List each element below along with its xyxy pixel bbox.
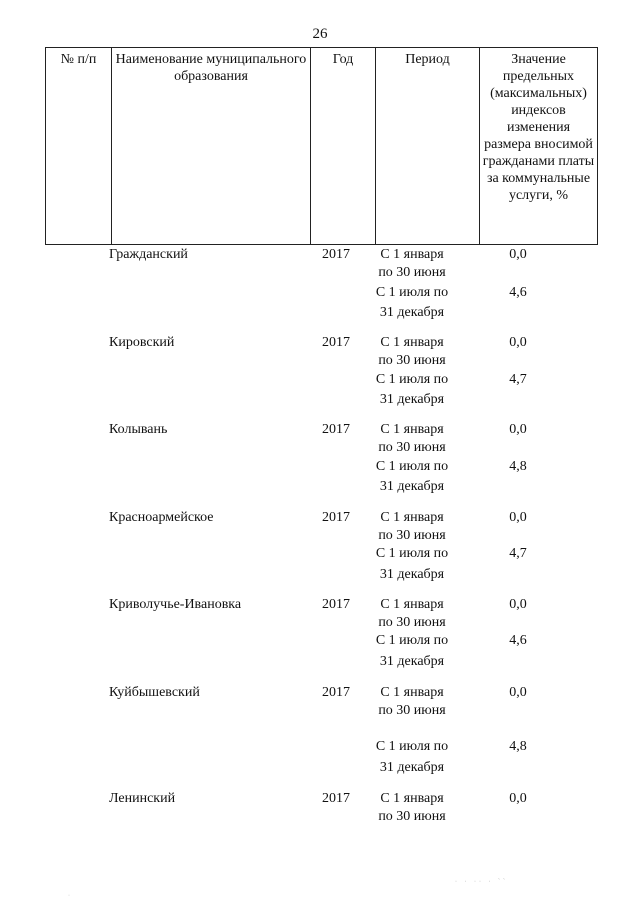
index-value: 0,0: [509, 510, 527, 525]
period-first-line-2: по 30 июня: [378, 615, 446, 630]
index-value: 4,8: [509, 459, 527, 474]
year-cell: 2017: [322, 422, 350, 437]
period-second-line-2: 31 декабря: [379, 392, 445, 407]
period-first-line: С 1 января: [380, 597, 444, 612]
period-second-line: С 1 июля по: [375, 739, 449, 754]
header-year: Год: [311, 48, 376, 245]
scan-artifact: · · ·· · ``: [455, 879, 508, 885]
page-number: 26: [312, 26, 328, 42]
municipality-name: Гражданский: [109, 247, 188, 262]
period-first-line-2: по 30 июня: [378, 265, 446, 280]
year-cell: 2017: [322, 247, 350, 262]
period-first-line: С 1 января: [380, 247, 444, 262]
header-municipality: Наименование муниципального образования: [112, 48, 311, 245]
table-header: [45, 47, 598, 245]
year-cell: 2017: [322, 510, 350, 525]
period-first-line-2: по 30 июня: [378, 809, 446, 824]
year-cell: 2017: [322, 791, 350, 806]
header-period: Период: [376, 48, 480, 245]
index-value: 0,0: [509, 685, 527, 700]
period-second-line: С 1 июля по: [375, 546, 449, 561]
period-second-line-2: 31 декабря: [379, 567, 445, 582]
period-first-line: С 1 января: [380, 510, 444, 525]
period-second-line-2: 31 декабря: [379, 760, 445, 775]
period-second-line-2: 31 декабря: [379, 479, 445, 494]
scan-artifact: ·: [68, 893, 70, 899]
index-value: 0,0: [509, 247, 527, 262]
period-second-line: С 1 июля по: [375, 633, 449, 648]
period-first-line-2: по 30 июня: [378, 440, 446, 455]
period-second-line: С 1 июля по: [375, 459, 449, 474]
period-first-line-2: по 30 июня: [378, 528, 446, 543]
index-value: 4,6: [509, 285, 527, 300]
period-first-line: С 1 января: [380, 335, 444, 350]
municipality-name: Ленинский: [109, 791, 176, 806]
year-cell: 2017: [322, 597, 350, 612]
municipality-name: Красноармейское: [109, 510, 214, 525]
municipality-name: Криволучье-Ивановка: [109, 597, 242, 612]
period-first-line: С 1 января: [380, 422, 444, 437]
header-number: № п/п: [46, 48, 112, 245]
municipality-name: Колывань: [109, 422, 168, 437]
index-value: 0,0: [509, 335, 527, 350]
period-first-line-2: по 30 июня: [378, 703, 446, 718]
period-second-line-2: 31 декабря: [379, 305, 445, 320]
index-value: 0,0: [509, 597, 527, 612]
period-first-line: С 1 января: [380, 685, 444, 700]
year-cell: 2017: [322, 685, 350, 700]
index-value: 0,0: [509, 791, 527, 806]
municipality-name: Куйбышевский: [109, 685, 200, 700]
index-value: 4,7: [509, 546, 527, 561]
index-value: 4,7: [509, 372, 527, 387]
municipality-name: Кировский: [109, 335, 175, 350]
period-first-line-2: по 30 июня: [378, 353, 446, 368]
year-cell: 2017: [322, 335, 350, 350]
period-second-line: С 1 июля по: [375, 372, 449, 387]
index-value: 0,0: [509, 422, 527, 437]
header-index-value: Значение предельных (максимальных) индексов изменения размера вносимой гражданами платы за коммунальные услуги, %: [480, 48, 598, 245]
period-second-line: С 1 июля по: [375, 285, 449, 300]
period-second-line-2: 31 декабря: [379, 654, 445, 669]
index-value: 4,6: [509, 633, 527, 648]
period-first-line: С 1 января: [380, 791, 444, 806]
index-value: 4,8: [509, 739, 527, 754]
